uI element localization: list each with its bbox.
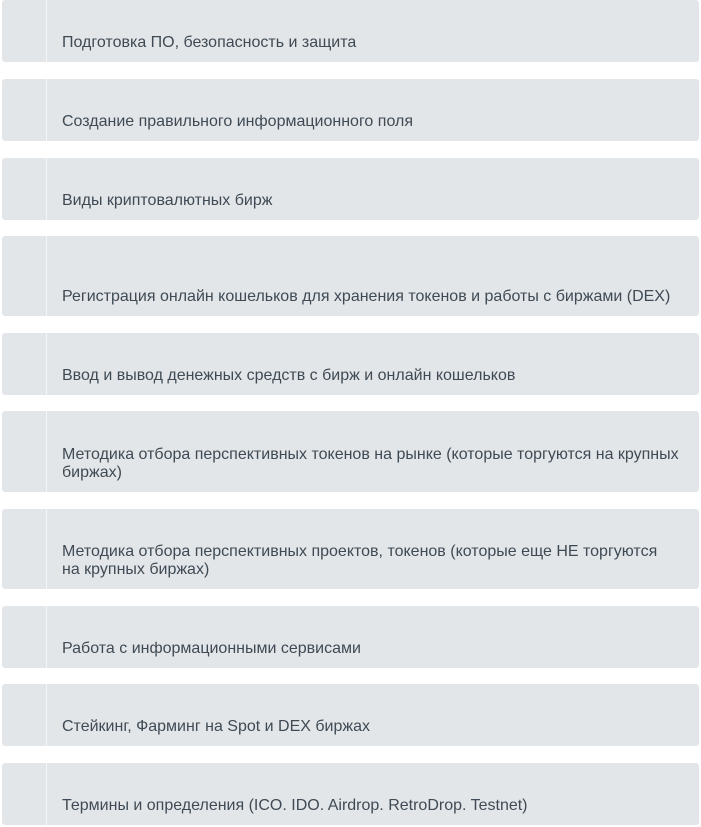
accordion-item-label: Работа с информационными сервисами [62, 640, 361, 657]
accordion-item-label: Регистрация онлайн кошельков для хранения токенов и работы с биржами (DEX) [62, 288, 671, 305]
accordion-item-strip [2, 79, 47, 141]
accordion-item[interactable] [2, 509, 699, 589]
accordion-item-strip [2, 684, 47, 746]
accordion-item[interactable] [2, 158, 699, 220]
accordion-item-strip [2, 509, 47, 589]
accordion-item-label: Термины и определения (ICO. IDO. Airdrop. RetroDrop. Testnet) [62, 797, 528, 814]
accordion-item-label: Методика отбора перспективных токенов на рынке (которые торгуются на крупных биржах) [62, 446, 679, 481]
accordion-item[interactable] [2, 0, 699, 62]
accordion-item-strip [2, 763, 47, 825]
accordion-item[interactable] [2, 606, 699, 668]
accordion-item[interactable] [2, 79, 699, 141]
accordion-item[interactable] [2, 763, 699, 825]
accordion-item[interactable] [2, 684, 699, 746]
accordion-item-label: Создание правильного информационного поля [62, 113, 413, 130]
accordion-item-strip [2, 0, 47, 62]
accordion-item-strip [2, 158, 47, 220]
accordion-item[interactable] [2, 411, 699, 492]
accordion-item-label: Ввод и вывод денежных средств с бирж и онлайн кошельков [62, 367, 516, 384]
accordion-item-label: Стейкинг, Фарминг на Spot и DEX биржах [62, 718, 370, 735]
accordion-item-strip [2, 333, 47, 395]
accordion-item-label: Виды криптовалютных бирж [62, 192, 273, 209]
accordion-item-strip [2, 236, 47, 316]
accordion-item-strip [2, 606, 47, 668]
accordion-item-strip [2, 411, 47, 492]
accordion-item-label: Методика отбора перспективных проектов, токенов (которые еще НЕ торгуются на крупных биржах) [62, 543, 658, 578]
accordion-item-label: Подготовка ПО, безопасность и защита [62, 34, 357, 51]
accordion-item[interactable] [2, 333, 699, 395]
accordion-item[interactable] [2, 236, 699, 316]
